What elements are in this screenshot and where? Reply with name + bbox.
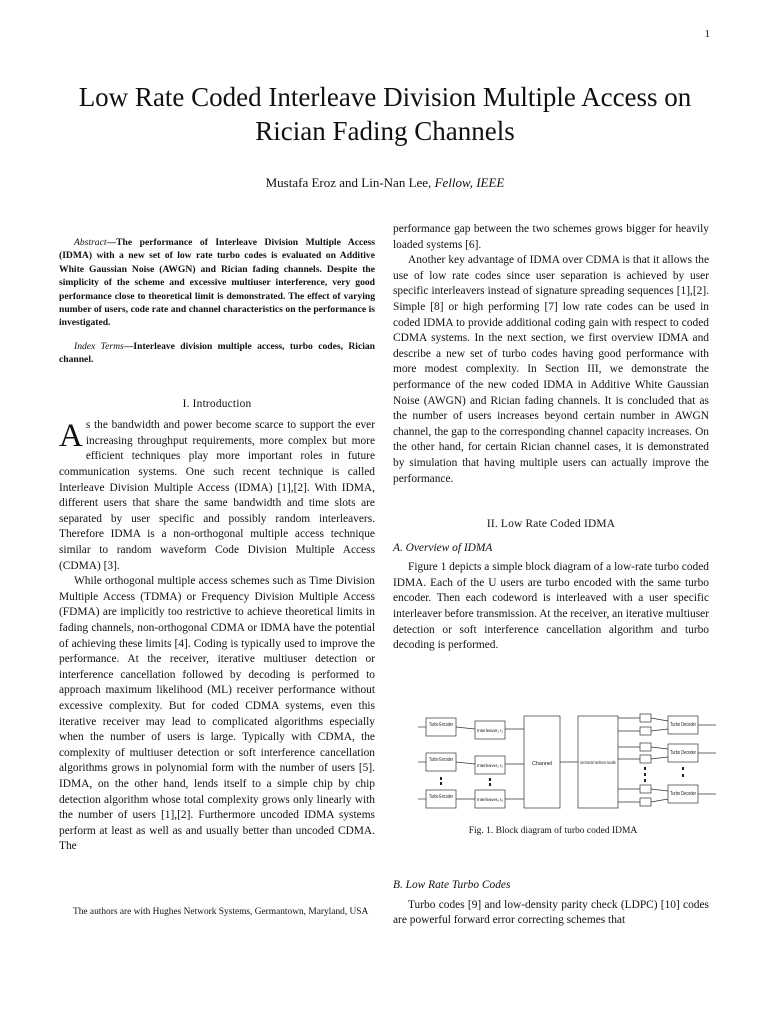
encoder-u-label: Turbo Encoder: [429, 794, 454, 800]
abstract: [59, 236, 375, 330]
abstract-label: Abstract: [74, 237, 107, 248]
channel-label: Channel: [531, 761, 553, 767]
interleaver-u-label: Interleaverᵤ Iᵤ: [477, 797, 504, 802]
decoder-u-label: Turbo Decoder: [670, 791, 697, 797]
figure-1-block-diagram: [418, 707, 718, 811]
right-column-bottom: [393, 878, 709, 929]
intro-paragraph-2: While orthogonal multiple access schemes such as Time Division Multiple Access (TDMA) or Frequency Division Multiple Access (FDMA) are implicitly too restrictive to achieve theoretical limits in fading channels, non-orthogonal CDMA or IDMA have the potential of achieving these limits [4]. Coding is typically used to improve the performance. At the receiver, iterative multiuser detection or interference cancellation followed by decoding is performed to approach maximum likelihood (ML) receiver performance without excessive complexity. But for coded CDMA systems, even this iterative receiver may lead to complicated algorithms especially when the number of users is large. Typically with CDMA, the complexity of multiuser detection or soft interference cancellation algorithms grows in polynomial form with the number of users [5]. IDMA, on the other hand, lends itself to a simple chip by chip detection algorithm whose total complexity grows only linearly with the number of users [1],[2]. Furthermore uncoded IDMA systems perform at least as well as and usually better than uncoded CDMA. The: [59, 575, 375, 853]
encoder-2-label: Turbo Encoder: [429, 757, 454, 763]
intro-paragraph-3: Another key advantage of IDMA over CDMA is that it allows the use of low rate codes since user separation is achieved by user specific interleavers instead of signature spreading sequences [1],[2]. Simple [8] or high performing [7] low rate codes can be used in coded IDMA to provide additional coding gain with respect to coded CDMA systems. In the next section, we first overview IDMA and describe a new set of turbo codes having good performance with more modest complexity. In Section III, we demonstrate the performance of the new coded IDMA in Additive White Gaussian Noise (AWGN) and Rician fading channels. It is concluded that as the number of users increases beyond certain number in AWGN channel, the gap to the corresponding channel capacity increases. On the other hand, for certain Rician channel cases, it is demonstrated by simulation that having multiple users can actually improve the performance.: [393, 254, 709, 485]
subsection-b-heading: B. Low Rate Turbo Codes: [393, 879, 511, 891]
subsection-a-heading: A. Overview of IDMA: [393, 541, 493, 554]
section-1-heading: I. Introduction: [182, 397, 252, 410]
turbo-codes-paragraph: Turbo codes [9] and low-density parity check (LDPC) [10] codes are powerful forward error correcting schemes that: [393, 898, 709, 927]
intro-paragraph-1: [59, 418, 375, 574]
interleaver-2-label: Interleaver₂ I₂: [477, 763, 504, 768]
paper-title: Low Rate Coded Interleave Division Multiple Access on Rician Fading Channels: [78, 82, 692, 146]
decoder-2-label: Turbo Decoder: [670, 750, 697, 756]
index-terms: [59, 340, 375, 367]
decoder-1-label: Turbo Decoder: [670, 722, 697, 728]
interleaver-1-label: Interleaver₁ I₁: [477, 728, 504, 733]
author-title: Fellow, IEEE: [434, 175, 505, 190]
encoder-1-label: Turbo Encoder: [429, 722, 454, 728]
abstract-text: —The performance of Interleave Division Multiple Access (IDMA) with a new set of low rate turbo codes is evaluated on Additive White Gaussian Noise (AWGN) and Rician fading channels. Despite the simplicity of the scheme and excessive multiuser interference, very good performance close to theoretical limit is demonstrated. The effect of varying number of users, code rate and channel characteristics on the performance is investigated.: [59, 237, 375, 329]
page-number: 1: [704, 28, 710, 40]
section-2-heading: II. Low Rate Coded IDMA: [486, 518, 616, 531]
figure-1-caption: Fig. 1. Block diagram of turbo coded IDMA: [468, 826, 638, 836]
intro-paragraph-1-text: s the bandwidth and power become scarce to support the ever increasing throughput requirements, more complex but more efficient techniques play more important roles in future communication systems. One such recent technique is called Interleave Division Multiple Access (IDMA) [1],[2]. With IDMA, different users that share the same bandwidth and time slots are separated by user specific and possibly random interleavers. Therefore IDMA is a non-orthogonal multiple access technique similar to random waveform Code Division Multiple Access (CDMA) [3].: [59, 419, 375, 572]
author-line: [60, 175, 710, 191]
index-terms-text: —Interleave division multiple access, turbo codes, Rician channel.: [59, 340, 376, 366]
right-column: [393, 222, 709, 654]
author-names: Mustafa Eroz and Lin-Nan Lee,: [265, 175, 435, 190]
index-terms-label: Index Terms: [74, 340, 124, 352]
overview-paragraph: Figure 1 depicts a simple block diagram of a low-rate turbo coded IDMA. Each of the U users are turbo encoded with the same turbo encoder. Then each codeword is interleaved with a user specific interleaver before transmission. At the receiver, an iterative multiuser detection or soft interference cancellation algorithm and turbo decoding is performed.: [393, 561, 709, 652]
left-column: [59, 220, 375, 855]
drop-cap: A: [59, 418, 83, 455]
footnote: The authors are with Hughes Network Systems, Germantown, Maryland, USA: [73, 907, 369, 917]
intro-paragraph-continued: performance gap between the two schemes grows bigger for heavily loaded systems [6].: [393, 223, 709, 251]
detector-label: Joint Detector/ Interference Canceller: [580, 761, 660, 766]
